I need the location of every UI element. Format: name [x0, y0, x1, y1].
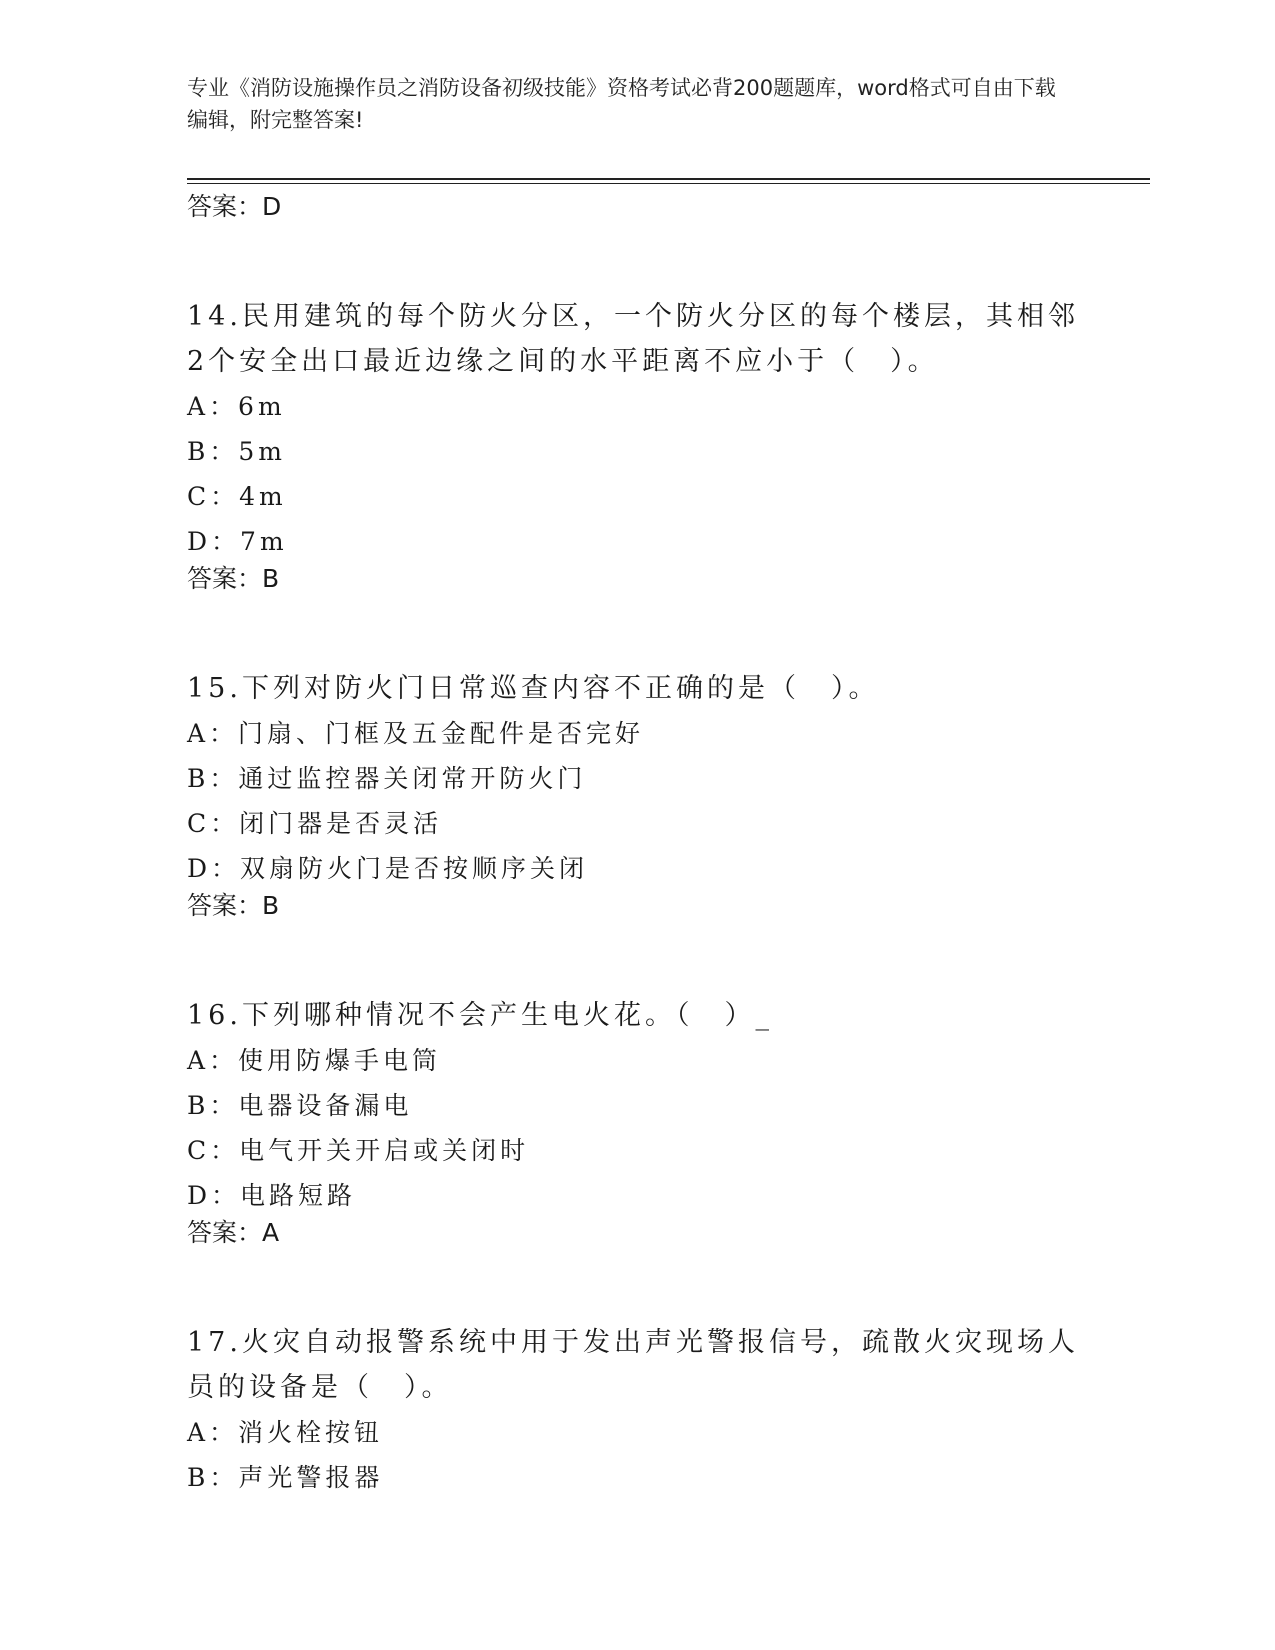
- option-b: B：5m: [187, 437, 286, 466]
- option-c: C：闭门器是否灵活: [187, 809, 443, 838]
- option-b: B：声光警报器: [187, 1463, 384, 1492]
- option-b: B：电器设备漏电: [187, 1091, 413, 1120]
- question-block-16: [187, 993, 1087, 1248]
- document-header: 专业《消防设施操作员之消防设备初级技能》资格考试必背200题题库，word格式可自由下载编辑，附完整答案!: [187, 76, 1056, 132]
- answer-line: 答案：B: [187, 564, 280, 593]
- option-a: A：使用防爆手电筒: [187, 1046, 442, 1075]
- option-c: C：电气开关开启或关闭时: [187, 1136, 530, 1165]
- spacer: [187, 921, 1087, 993]
- question-block-17: [187, 1320, 1087, 1500]
- header-divider-thin: [187, 183, 1150, 184]
- question-list: [187, 192, 1087, 1500]
- spacer: [187, 594, 1087, 666]
- option-d: D：双扇防火门是否按顺序关闭: [187, 854, 589, 883]
- option-d: D：电路短路: [187, 1181, 357, 1210]
- question-block-14: [187, 294, 1087, 594]
- spacer: [187, 222, 1087, 294]
- question-block-15: [187, 666, 1087, 921]
- question-stem: 15.下列对防火门日常巡查内容不正确的是（ ）。: [187, 673, 880, 704]
- answer-line: 答案：B: [187, 891, 280, 920]
- question-stem: 17.火灾自动报警系统中用于发出声光警报信号，疏散火灾现场人员的设备是（ ）。: [187, 1327, 1079, 1403]
- option-b: B：通过监控器关闭常开防火门: [187, 764, 587, 793]
- previous-answer: 答案：D: [187, 192, 282, 221]
- spacer: [187, 1248, 1087, 1320]
- header-divider-thick: [187, 178, 1150, 180]
- option-a: A：门扇、门框及五金配件是否完好: [187, 719, 645, 748]
- option-a: A：消火栓按钮: [187, 1418, 384, 1447]
- answer-line: 答案：A: [187, 1218, 280, 1247]
- option-c: C：4m: [187, 482, 287, 511]
- question-stem: 14.民用建筑的每个防火分区，一个防火分区的每个楼层，其相邻2个安全出口最近边缘之间的水平距离不应小于（ ）。: [187, 301, 1079, 377]
- option-d: D：7m: [187, 527, 288, 556]
- question-stem: 16.下列哪种情况不会产生电火花。（ ）_: [187, 1000, 773, 1031]
- option-a: A：6m: [187, 392, 286, 421]
